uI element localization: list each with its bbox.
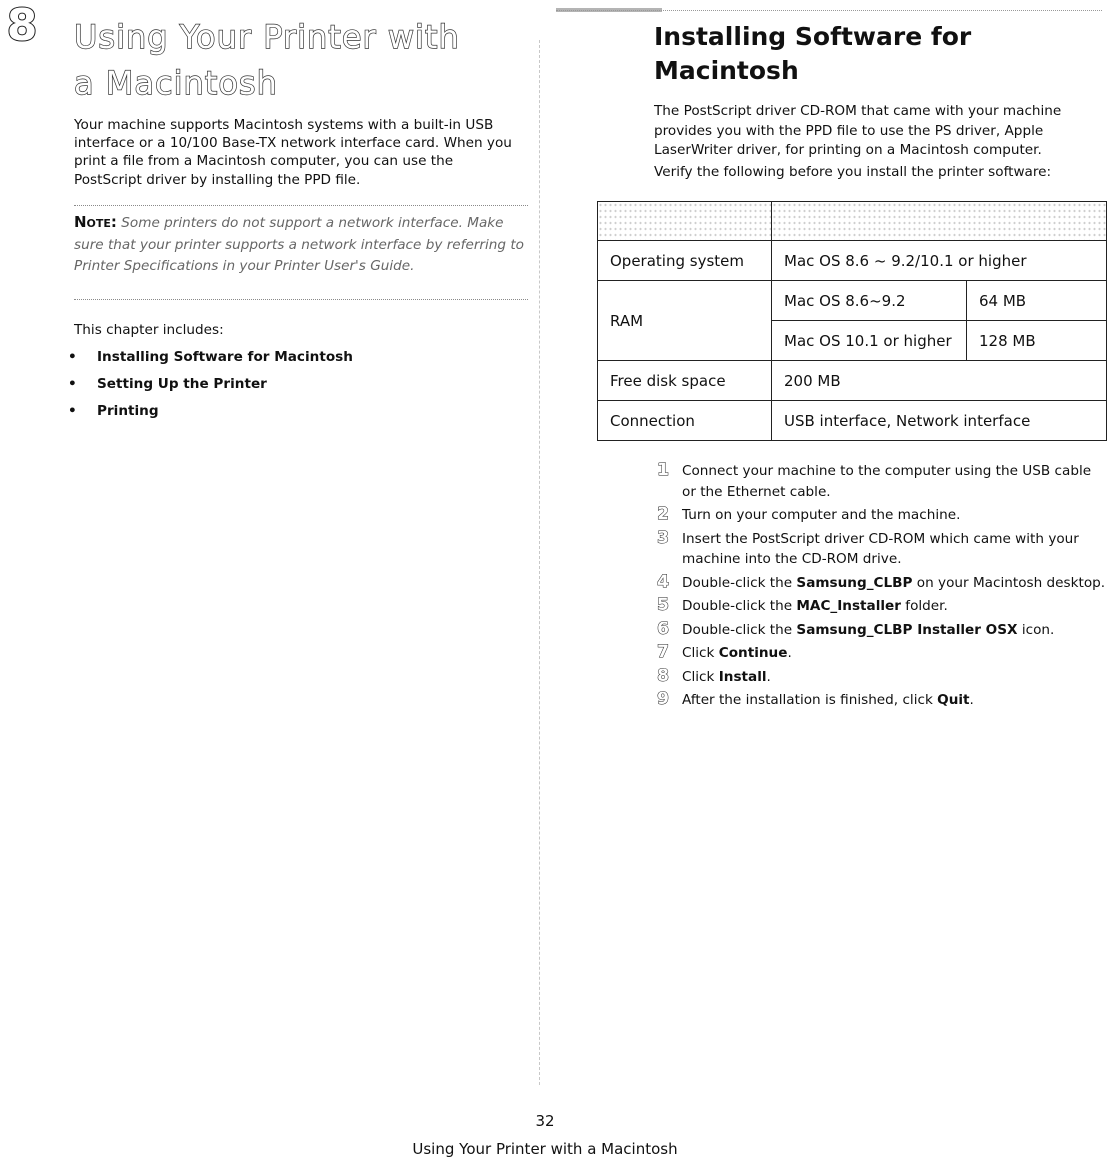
connection-label: Connection — [598, 401, 772, 441]
step-bold: Continue — [718, 645, 788, 661]
ram-os: Mac OS 10.1 or higher — [772, 321, 967, 361]
step-item — [654, 596, 1106, 617]
step-item — [654, 573, 1106, 594]
step-text: Double-click the — [682, 598, 797, 614]
chapter-intro: Your machine supports Macintosh systems with a built-in USB interface or a 10/100 Base-TX network interface card. When you print a file from a Macintosh computer, you can use the PostScript driver by installing the PPD file. — [74, 117, 512, 188]
table-row — [598, 401, 1107, 441]
header-pattern — [598, 202, 771, 240]
section-paragraph: The PostScript driver CD-ROM that came with your machine provides you with the PPD file to use the PS driver, Apple LaserWriter driver, for printing on a Macintosh computer. — [654, 103, 1062, 158]
toc-item-label: Installing Software for Macintosh — [97, 349, 353, 365]
chapter-title-line2: a Macintosh — [74, 64, 278, 102]
install-steps — [654, 461, 1106, 714]
disk-label: Free disk space — [598, 361, 772, 401]
step-item — [654, 690, 1106, 711]
step-number: 7 — [657, 642, 669, 662]
toc-item[interactable] — [68, 373, 353, 400]
note-box — [74, 212, 528, 278]
chapter-number: 8 — [6, 0, 38, 51]
chapter-toc — [68, 346, 353, 427]
step-item — [654, 461, 1106, 502]
table-header-cell — [772, 202, 1107, 241]
step-number: 9 — [657, 689, 669, 709]
chapter-title — [74, 14, 534, 106]
section-title-line2: Macintosh — [654, 56, 799, 85]
bullet-icon: • — [68, 349, 77, 365]
step-number: 5 — [657, 595, 669, 615]
os-label: Operating system — [598, 241, 772, 281]
chapter-title-line1: Using Your Printer with — [74, 18, 460, 56]
step-item — [654, 505, 1106, 526]
chapter-includes-label: This chapter includes: — [74, 322, 224, 338]
step-text: Insert the PostScript driver CD-ROM which came with your machine into the CD-ROM drive. — [682, 530, 1079, 567]
step-number: 2 — [657, 504, 669, 524]
header-rule — [556, 10, 1102, 11]
note-text: Some printers do not support a network interface. Make sure that your printer supports a network interface by referring to Printer Specifications in your Printer User's Guide. — [74, 215, 524, 274]
step-number: 6 — [657, 618, 669, 639]
section-verify: Verify the following before you install the printer software: — [654, 164, 1052, 180]
step-text: Double-click the — [682, 621, 797, 638]
step-bold: MAC_Installer — [796, 598, 901, 614]
step-number: 3 — [657, 527, 669, 548]
step-bold: Samsung_CLBP — [796, 574, 913, 591]
toc-item[interactable] — [68, 400, 353, 427]
note-label: Note: — [74, 213, 117, 231]
step-text: After the installation is finished, click — [682, 692, 938, 708]
ram-label: RAM — [598, 281, 772, 361]
running-footer: Using Your Printer with a Macintosh — [412, 1140, 678, 1158]
table-header-row — [598, 202, 1107, 241]
step-text-tail: . — [787, 645, 792, 661]
column-divider — [539, 40, 540, 1085]
step-bold: Samsung_CLBP Installer OSX — [796, 621, 1018, 638]
step-text: Double-click the — [682, 574, 797, 591]
step-bold: Quit — [937, 692, 970, 708]
step-text-tail: . — [766, 668, 771, 685]
step-text-tail: . — [969, 692, 974, 708]
header-pattern — [772, 202, 1106, 240]
disk-value: 200 MB — [772, 361, 1107, 401]
step-number: 8 — [657, 665, 669, 686]
toc-item-label: Setting Up the Printer — [97, 376, 267, 392]
bullet-icon: • — [68, 403, 77, 419]
note-top-rule — [74, 205, 528, 206]
ram-mem: 128 MB — [967, 321, 1107, 361]
step-text: Click — [682, 668, 719, 685]
ram-mem: 64 MB — [967, 281, 1107, 321]
step-text: Click — [682, 645, 719, 661]
table-row — [598, 281, 1107, 321]
step-text: Connect your machine to the computer using the USB cable or the Ethernet cable. — [682, 463, 1092, 500]
step-item — [654, 529, 1106, 570]
os-value: Mac OS 8.6 ~ 9.2/10.1 or higher — [772, 241, 1107, 281]
step-text-tail: on your Macintosh desktop. — [912, 574, 1106, 591]
step-number: 4 — [657, 571, 669, 592]
table-row — [598, 241, 1107, 281]
toc-item-label: Printing — [97, 403, 159, 419]
table-header-cell — [598, 202, 772, 241]
section-title — [654, 20, 1094, 88]
step-item — [654, 620, 1106, 641]
step-text-tail: icon. — [1017, 621, 1055, 638]
step-text: Turn on your computer and the machine. — [682, 507, 961, 523]
bullet-icon: • — [68, 376, 77, 392]
step-item — [654, 643, 1106, 664]
step-item — [654, 667, 1106, 688]
step-text-tail: folder. — [900, 598, 948, 614]
step-number: 1 — [657, 460, 669, 480]
ram-os: Mac OS 8.6~9.2 — [772, 281, 967, 321]
connection-value: USB interface, Network interface — [772, 401, 1107, 441]
page-number: 32 — [535, 1112, 555, 1130]
table-row — [598, 361, 1107, 401]
step-bold: Install — [718, 668, 767, 685]
requirements-table — [597, 201, 1107, 441]
toc-item[interactable] — [68, 346, 353, 373]
note-bottom-rule — [74, 299, 528, 300]
section-title-line1: Installing Software for — [654, 22, 972, 51]
